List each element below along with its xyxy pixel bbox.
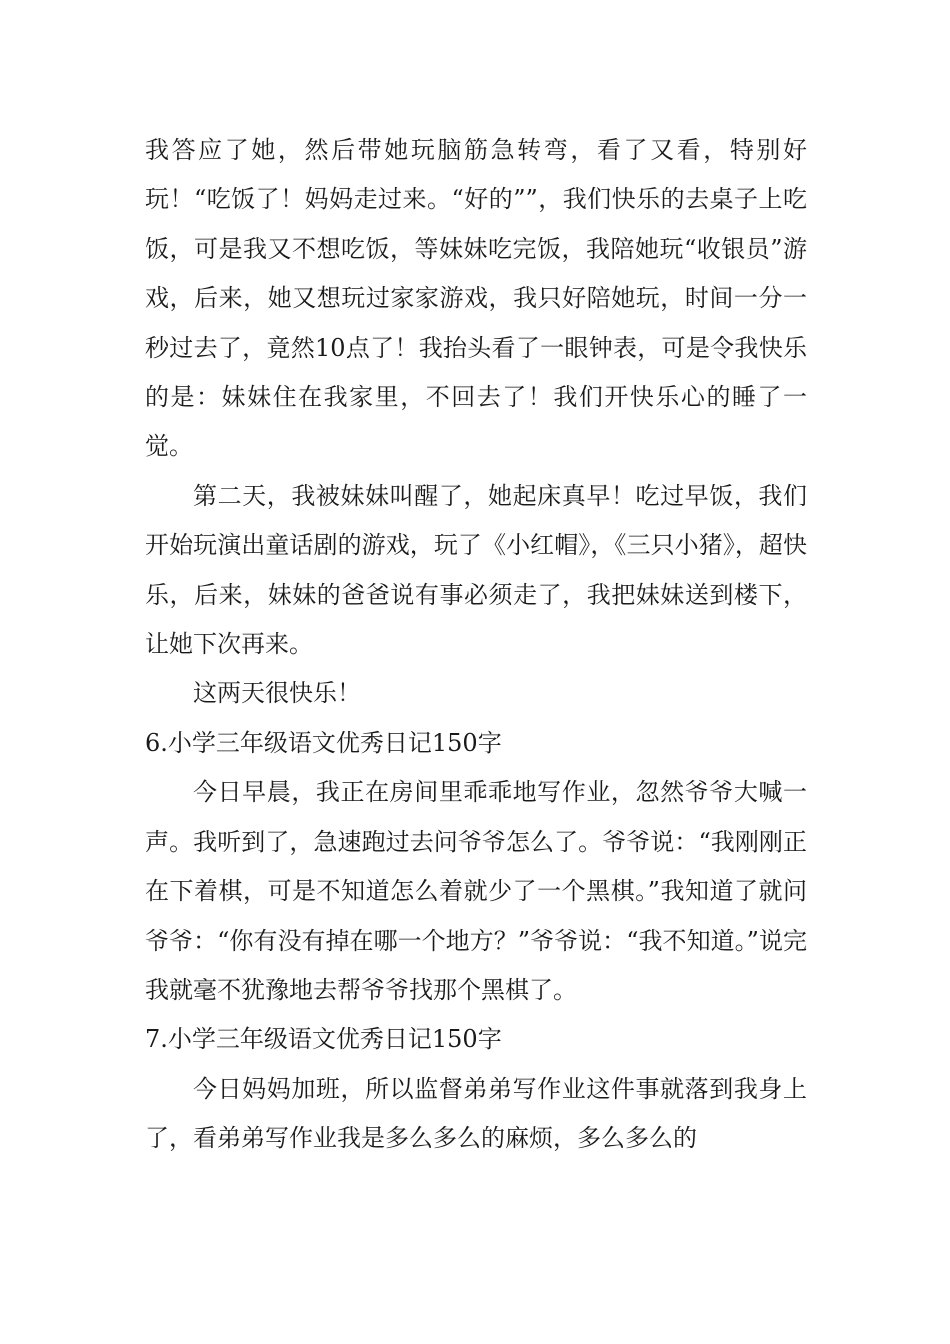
section-heading-6: 6.小学三年级语文优秀日记150字 <box>145 728 502 757</box>
paragraph-diary-7: 今日妈妈加班，所以监督弟弟写作业这件事就落到我身上了，看弟弟写作业我是多么多么的麻烦，多么多么的 <box>145 1074 807 1153</box>
paragraph-continuation: 我答应了她，然后带她玩脑筋急转弯，看了又看，特别好玩！“吃饭了！妈妈走过来。“好的””，我们快乐的去桌子上吃饭，可是我又不想吃饭，等妹妹吃完饭，我陪她玩“收银员”游戏，后来，她又想玩过家家游戏，我只好陪她玩，时间一分一秒过去了，竟然10点了！我抬头看了一眼钟表，可是令我快乐的是：妹妹住在我家里，不回去了！我们开快乐心的睡了一觉。 <box>145 136 807 461</box>
document-body <box>145 126 807 1164</box>
section-heading-7: 7.小学三年级语文优秀日记150字 <box>145 1025 502 1054</box>
paragraph-closing: 这两天很快乐！ <box>193 679 361 708</box>
paragraph-second-day: 第二天，我被妹妹叫醒了，她起床真早！吃过早饭，我们开始玩演出童话剧的游戏，玩了《小红帽》，《三只小猪》，超快乐，后来，妹妹的爸爸说有事必须走了，我把妹妹送到楼下，让她下次再来。 <box>145 481 807 659</box>
paragraph-diary-6: 今日早晨，我正在房间里乖乖地写作业，忽然爷爷大喊一声。我听到了，急速跑过去问爷爷怎么了。爷爷说：“我刚刚正在下着棋，可是不知道怎么着就少了一个黑棋。”我知道了就问爷爷：“你有没有掉在哪一个地方？”爷爷说：“我不知道。”说完我就毫不犹豫地去帮爷爷找那个黑棋了。 <box>145 778 807 1004</box>
